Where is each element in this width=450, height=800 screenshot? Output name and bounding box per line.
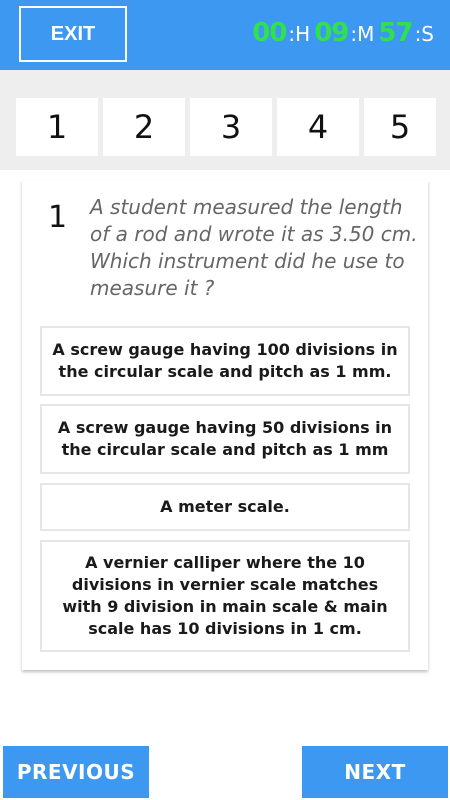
option-d[interactable]: A vernier calliper where the 10 divisions in vernier scale matches with 9 division in main scale & main scale has 10 divisions in 1 cm. (40, 540, 410, 652)
question-number: 1 (48, 200, 68, 235)
timer-seconds-unit: :S (414, 22, 434, 46)
top-bar (0, 0, 450, 70)
previous-button[interactable]: PREVIOUS (3, 746, 149, 798)
timer-minutes: 09 (314, 18, 349, 48)
exit-button[interactable]: EXIT (19, 6, 127, 62)
timer-seconds: 57 (378, 18, 413, 48)
question-text: A student measured the length of a rod and wrote it as 3.50 cm. Which instrument did he use to measure it ? (90, 195, 418, 300)
option-a[interactable]: A screw gauge having 100 divisions in the circular scale and pitch as 1 mm. (40, 326, 410, 396)
question-number-4[interactable]: 4 (277, 98, 359, 156)
option-c[interactable]: A meter scale. (40, 483, 410, 531)
question-number-2[interactable]: 2 (103, 98, 185, 156)
option-b[interactable]: A screw gauge having 50 divisions in the circular scale and pitch as 1 mm (40, 404, 410, 474)
question-number-5[interactable]: 5 (364, 98, 436, 156)
next-button[interactable]: NEXT (302, 746, 448, 798)
timer-hours-unit: :H (288, 22, 311, 46)
countdown-timer (252, 18, 438, 54)
question-number-1[interactable]: 1 (16, 98, 98, 156)
question-number-3[interactable]: 3 (190, 98, 272, 156)
timer-hours: 00 (252, 18, 287, 48)
timer-minutes-unit: :M (350, 22, 375, 46)
question-number-strip (0, 70, 450, 170)
